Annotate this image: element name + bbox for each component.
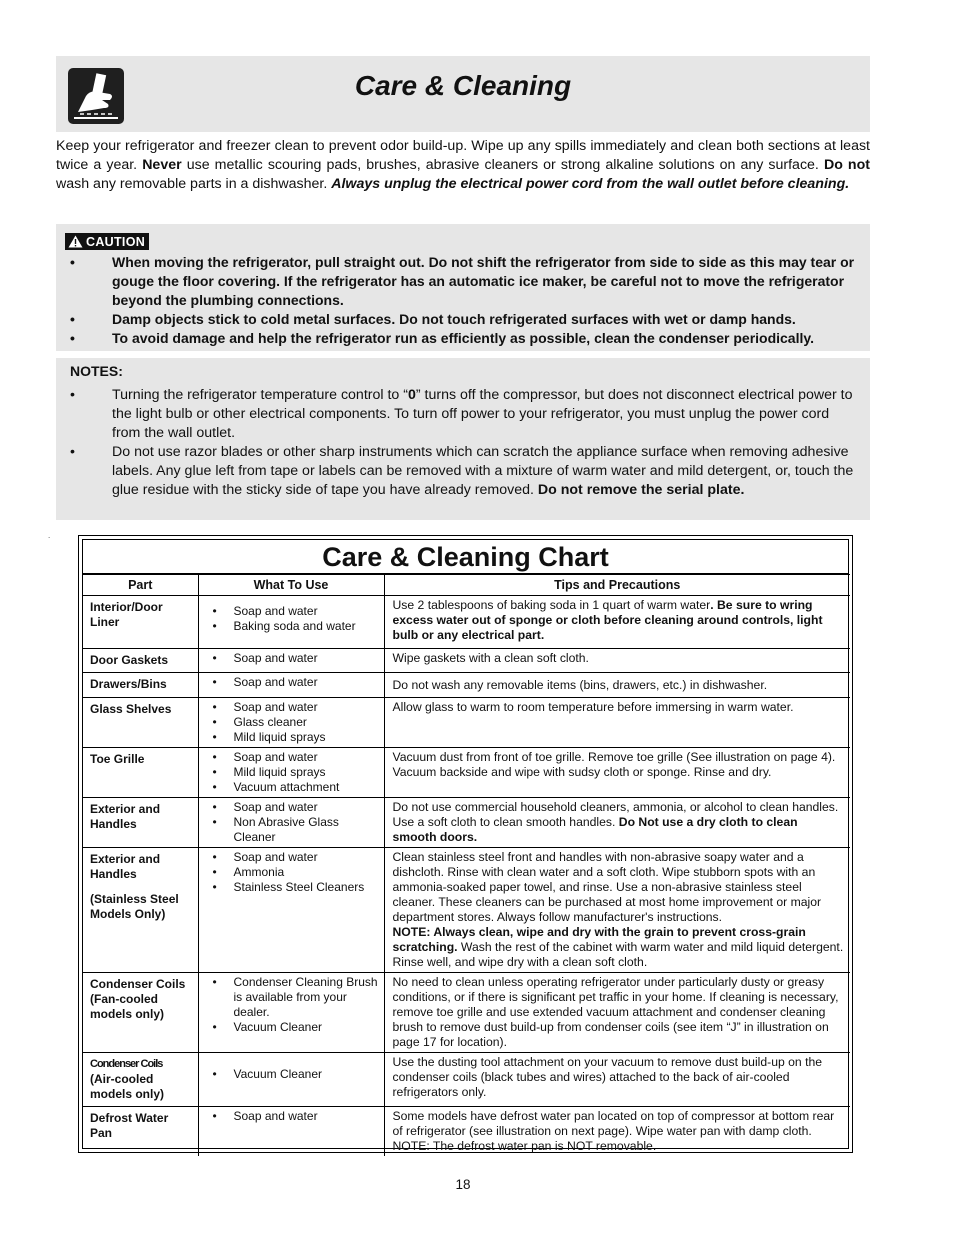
table-row: Glass Shelves • Soap and water • Glass cleaner • Mild liquid sprays Allow glass to warm to room temperature before immersing in warm water. — [83, 698, 850, 748]
stray-mark: . — [48, 531, 51, 540]
chart-title: Care & Cleaning Chart — [83, 540, 848, 574]
intro-never: Never — [142, 157, 182, 173]
caution-box — [56, 224, 870, 351]
table-row: Drawers/Bins • Soap and water Do not wash any removable items (bins, drawers, etc.) in dishwasher. — [83, 673, 850, 698]
notes-list — [56, 386, 870, 500]
intro-unplug-warning: Always unplug the electrical power cord from the wall outlet before cleaning. — [331, 176, 850, 192]
table-header-row — [83, 575, 850, 596]
note-item: • Turning the refrigerator temperature control to “0” turns off the compressor, but does not disconnect electrical power to the light bulb or other electrical components. To turn off power to your refrigerator, you must unplug the power cord from the wall outlet. — [70, 387, 853, 441]
notes-title: NOTES: — [70, 363, 123, 379]
page-number: 18 — [455, 1177, 471, 1192]
col-header-what-to-use: What To Use — [198, 575, 384, 596]
care-cleaning-table — [83, 574, 850, 1156]
caution-item: • Damp objects stick to cold metal surfaces. Do not touch refrigerated surfaces with wet or damp hands. — [70, 311, 796, 327]
caution-label: CAUTION — [65, 233, 149, 250]
caution-list — [56, 253, 870, 348]
table-row: Interior/Door Liner • Soap and water • Baking soda and water Use 2 tablespoons of baking soda in 1 quart of warm water. Be sure to wring excess water out of sponge or cloth before cleaning around controls, light bulb or any electrical part. — [83, 596, 850, 649]
note-item: • Do not use razor blades or other sharp instruments which can scratch the appliance surface when removing adhesive labels. Any glue left from tape or labels can be removed with a mixture of warm water and mild detergent, or, touch the glue residue with the sticky side of tape you have already removed. Do not remove the serial plate. — [70, 444, 854, 498]
col-header-part: Part — [83, 575, 198, 596]
care-cleaning-chart — [78, 535, 853, 1153]
table-row: Condenser Coils (Fan-cooled models only) • Condenser Cleaning Brush is available from your dealer. • Vacuum Cleaner No need to clean unless operating refrigerator under particularly dusty or greasy conditions, or if there is significant pet traffic in your home. If cleaning is necessary, remove toe grille and use extended vacuum attachment and condenser cleaning brush to remove dust build-up from condenser coils (see item “J” in illustration on page 17 for location). — [83, 973, 850, 1053]
intro-paragraph: Keep your refrigerator and freezer clean to prevent odor build-up. Wipe up any spills immediately and clean both sections at least twice a year. Never use metallic scouring pads, brushes, abrasive cleaners or strong alkaline solutions on any surface. Do not wash any removable parts in a dishwasher. Always unplug the electrical power cord from the wall outlet before cleaning. — [56, 138, 870, 192]
notes-box — [56, 358, 870, 520]
table-row: Exterior and Handles • Soap and water • Non Abrasive Glass Cleaner Do not use commercial household cleaners, ammonia, or alcohol to clean handles. Use a soft cloth to clean smooth handles. Do Not use a dry cloth to clean smooth doors. — [83, 798, 850, 848]
table-row: Defrost Water Pan • Soap and water Some models have defrost water pan located on top of compressor at bottom rear of refrigerator (see illustration on next page). Wipe water pan with damp cloth. NOTE: The defrost water pan is NOT removable. — [83, 1107, 850, 1157]
table-row: Door Gaskets • Soap and water Wipe gaskets with a clean soft cloth. — [83, 649, 850, 673]
page-title: Care & Cleaning — [354, 70, 572, 101]
table-row: Exterior and Handles (Stainless Steel Models Only) • Soap and water • Ammonia • Stainless Steel Cleaners Clean stainless steel front and handles with non-abrasive soapy water and a dishcloth. Rinse with clean water and a soft cloth. Wipe stubborn spots with an ammonia-soaked paper towel, and rinse. Use a non-abrasive stainless steel cleaner. These cleaners can be purchased at most home improvement or major department stores. Always follow manufacturer's instructions. NOTE: Always clean, wipe and dry with the grain to prevent cross-grain scratching. Wash the rest of the cabinet with warm water and mild liquid detergent. Rinse well, and wipe dry with a clean soft cloth. — [83, 848, 850, 973]
intro-do-not: Do not — [823, 157, 870, 173]
caution-item: • When moving the refrigerator, pull straight out. Do not shift the refrigerator from side to side as this may tear or gouge the floor covering. If the refrigerator has an automatic ice maker, be careful not to move the refrigerator beyond the plumbing connections. — [70, 254, 855, 308]
caution-item: • To avoid damage and help the refrigerator run as efficiently as possible, clean the condenser periodically. — [70, 330, 815, 346]
col-header-tips: Tips and Precautions — [384, 575, 850, 596]
header-band — [56, 56, 870, 132]
table-row: Toe Grille • Soap and water • Mild liquid sprays • Vacuum attachment Vacuum dust from front of toe grille. Remove toe grille (See illustration on page 4). Vacuum backside and wipe with sudsy cloth or sponge. Rinse and dry. — [83, 748, 850, 798]
warning-triangle-icon — [68, 235, 83, 248]
table-row: Condenser Coils (Air-cooled models only) • Vacuum Cleaner Use the dusting tool attachment on your vacuum to remove dust build-up on the condenser coils (black tubes and wires) attached to the back of air-cooled refrigerators only. — [83, 1053, 850, 1107]
